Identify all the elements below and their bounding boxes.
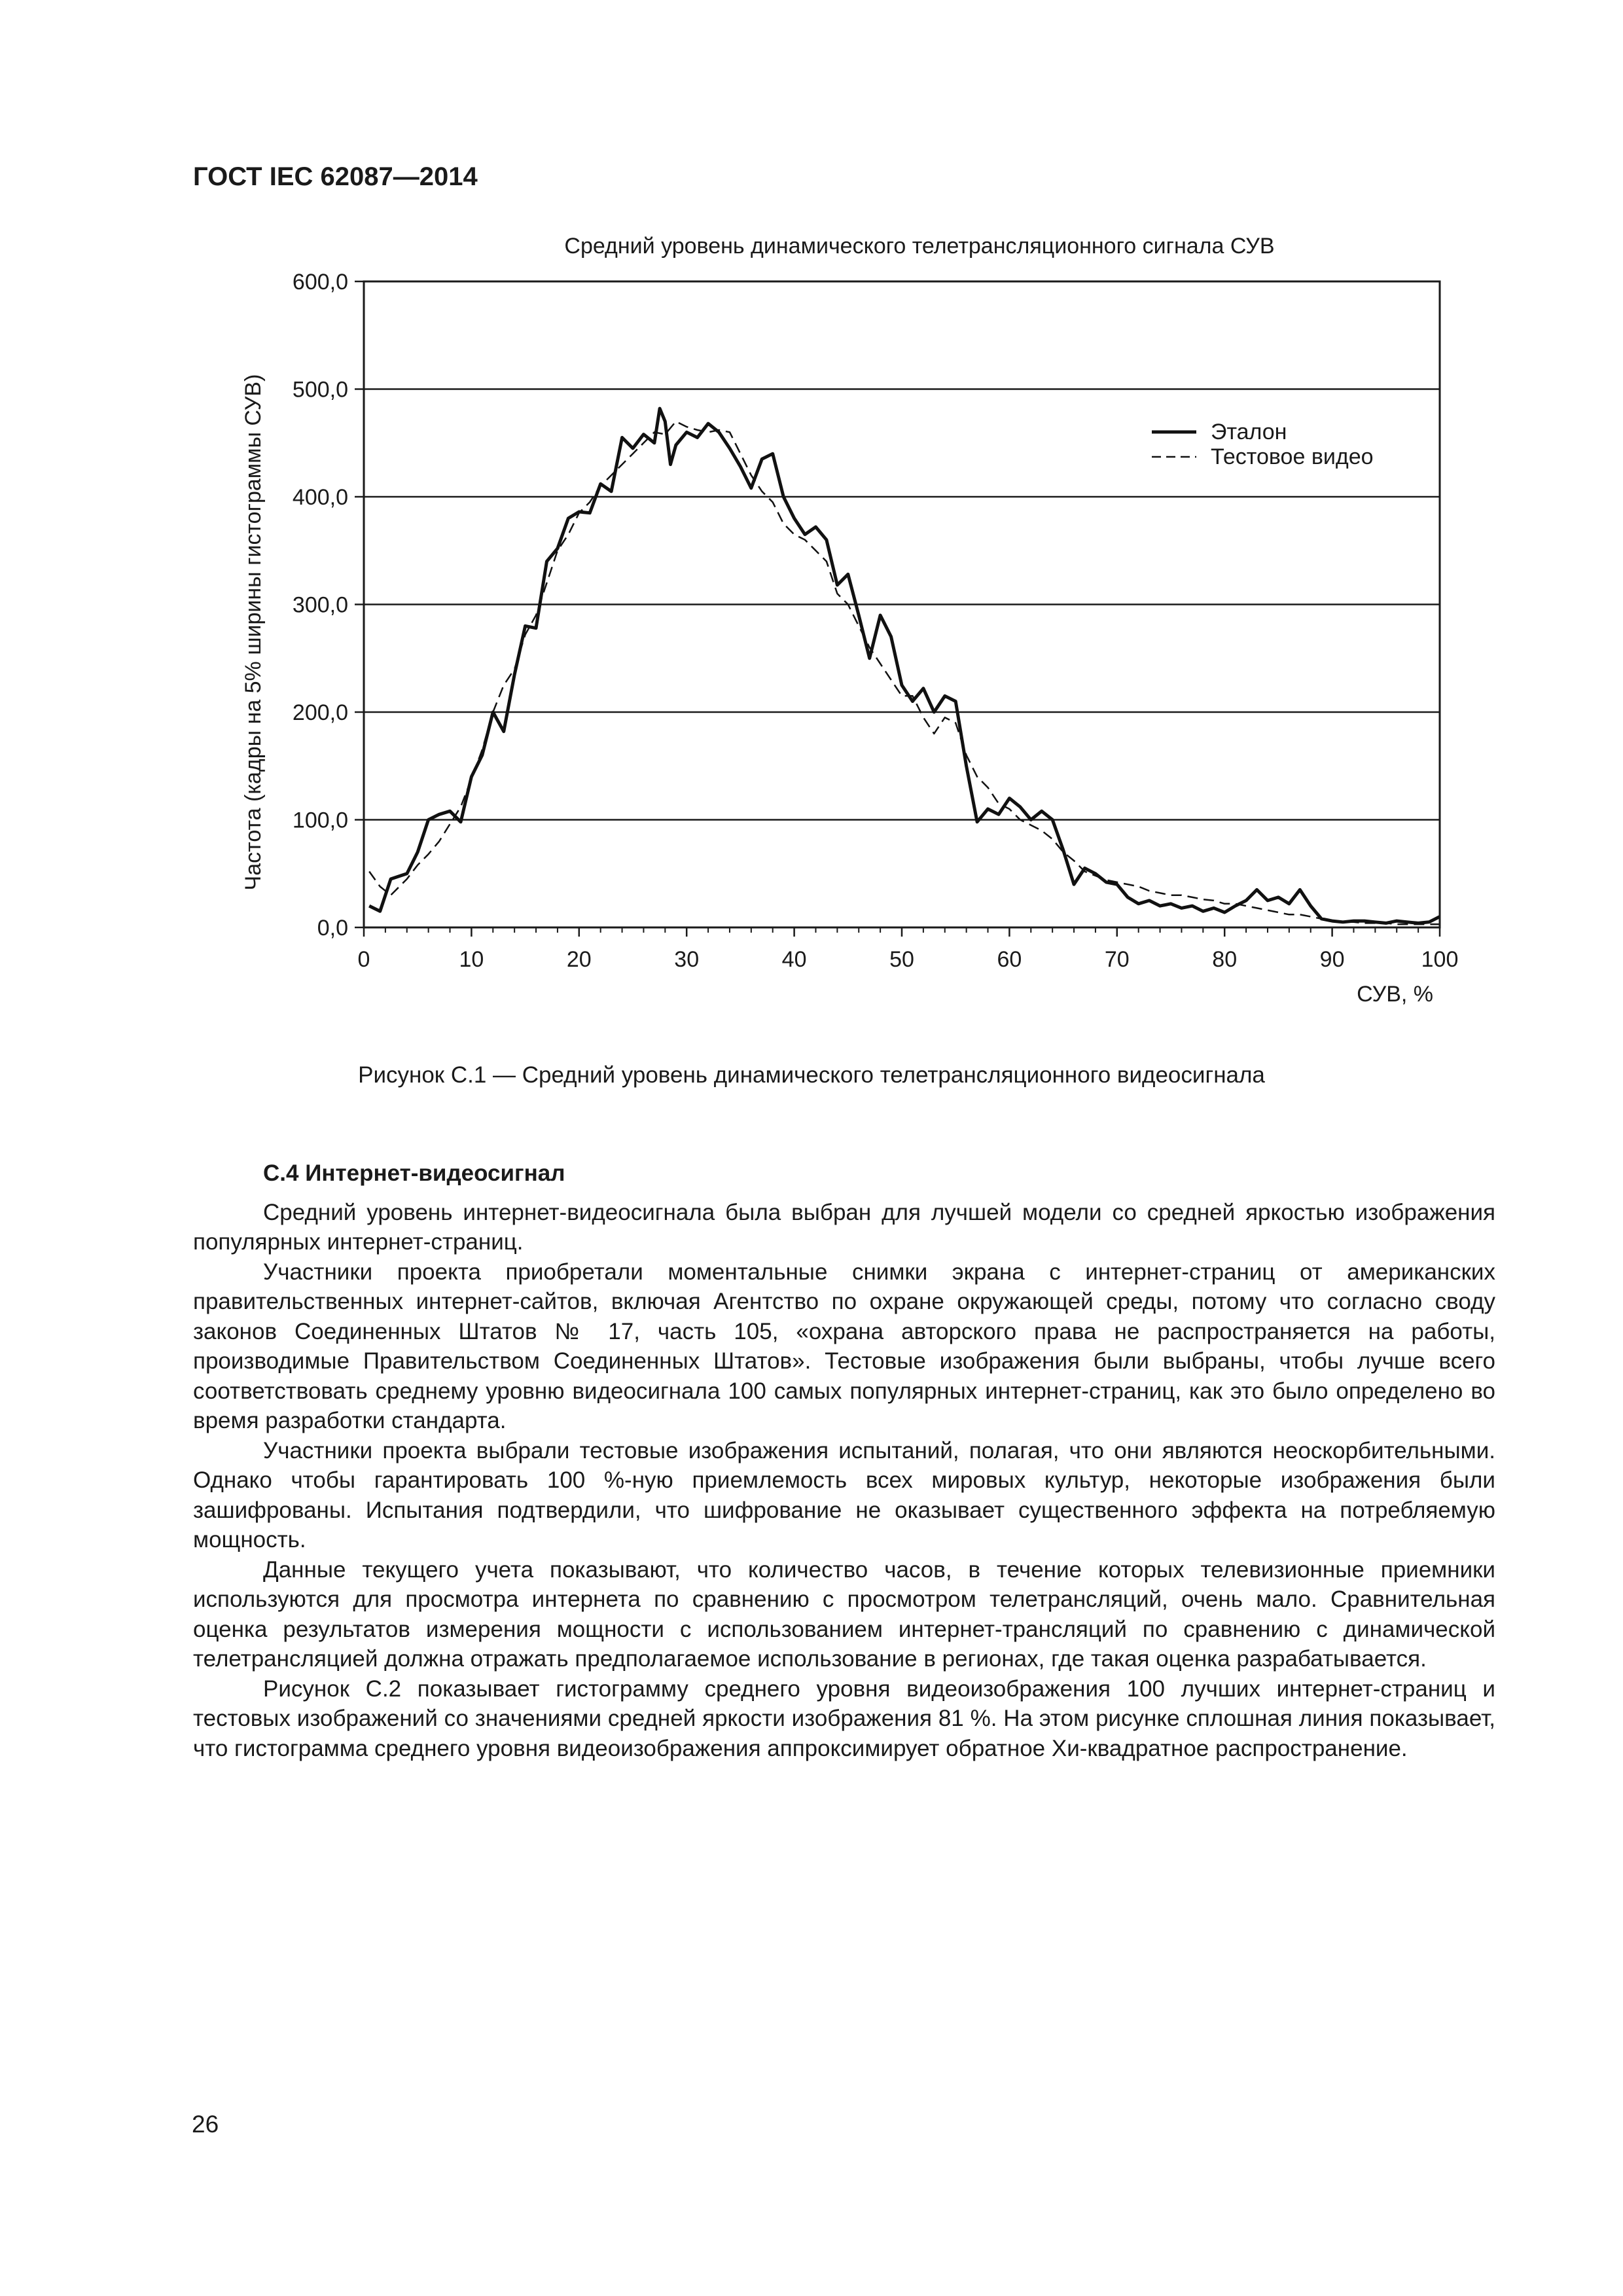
legend-label: Тестовое видео (1211, 444, 1374, 469)
x-tick-label: 50 (889, 947, 914, 972)
x-tick-label: 30 (674, 947, 700, 972)
y-tick-label: 0,0 (317, 916, 348, 941)
document-header: ГОСТ IEC 62087—2014 (193, 162, 478, 191)
page-number: 26 (192, 2111, 219, 2138)
figure-caption: Рисунок С.1 — Средний уровень динамического телетрансляционного видеосигнала (358, 1062, 1265, 1088)
x-tick-label: 60 (997, 947, 1022, 972)
x-tick-label: 90 (1319, 947, 1345, 972)
x-axis-ticks (358, 927, 1459, 972)
x-tick-label: 100 (1421, 947, 1459, 972)
paragraph: Данные текущего учета показывают, что количество часов, в течение которых телевизионные приемники используются для просмотра интернета по сравнению с просмотром телетрансляций, очень мало. Сравнительная оценка результатов измерения мощности с использованием интернет-трансляций по сравнению с динамической телетрансляцией должна отражать предполагаемое использование в регионах, где такая оценка разрабатывается. (193, 1556, 1495, 1672)
y-tick-label: 600,0 (292, 270, 348, 295)
paragraph: Участники проекта приобретали моментальные снимки экрана с интернет-страниц от американских правительственных интернет-сайтов, включая Агентство по охране окружающей среды, потому что согласно своду законов Соединенных Штатов № 17, часть 105, «охрана авторского права не распространяется на работы, производимые Правительством Соединенных Штатов». Тестовые изображения были выбраны, чтобы лучше всего соответствовать среднему уровню видеосигнала 100 самых популярных интернет-страниц, как это было определено во время разработки стандарта. (193, 1259, 1495, 1433)
chart-legend (1152, 420, 1374, 469)
y-tick-label: 300,0 (292, 592, 348, 618)
grid-lines (364, 281, 1440, 927)
legend-label: Эталон (1211, 420, 1287, 444)
section-c4 (193, 1158, 1495, 1763)
paragraph: Участники проекта выбрали тестовые изображения испытаний, полагая, что они являются неоскорбительными. Однако чтобы гарантировать 100 %-ную приемлемость всех мировых культур, некоторые изображения были зашифрованы. Испытания подтвердили, что шифрование не оказывает существенного эффекта на потребляемую мощность. (193, 1437, 1495, 1552)
paragraph: Средний уровень интернет-видеосигнала была выбран для лучшей модели со средней яркостью изображения популярных интернет-страниц. (193, 1199, 1495, 1255)
y-tick-label: 100,0 (292, 808, 348, 833)
section-title: С.4 Интернет-видеосигнал (263, 1160, 565, 1186)
y-axis-ticks (293, 270, 364, 941)
paragraph: Рисунок С.2 показывает гистограмму среднего уровня видеоизображения 100 лучших интернет-страниц и тестовых изображений со значениями средней яркости изображения 81 %. На этом рисунке сплошная линия показывает, что гистограмма среднего уровня видеоизображения аппроксимирует обратное Хи-квадратное распространение. (193, 1676, 1495, 1761)
x-tick-label: 40 (781, 947, 807, 972)
series-line-reference (369, 408, 1440, 923)
msl-line-chart (0, 0, 1623, 1047)
y-tick-label: 500,0 (292, 377, 348, 403)
x-tick-label: 70 (1104, 947, 1130, 972)
x-tick-label: 0 (357, 947, 370, 972)
x-tick-label: 20 (566, 947, 592, 972)
y-tick-label: 400,0 (292, 485, 348, 510)
chart-title: Средний уровень динамического телетрансляционного сигнала СУВ (564, 234, 1275, 259)
y-tick-label: 200,0 (292, 700, 348, 725)
y-axis-label: Частота (кадры на 5% ширины гистограммы СУВ) (241, 374, 266, 891)
x-tick-label: 80 (1212, 947, 1238, 972)
x-tick-label: 10 (459, 947, 484, 972)
x-axis-label: СУВ, % (1357, 982, 1433, 1007)
series-group (369, 408, 1440, 924)
